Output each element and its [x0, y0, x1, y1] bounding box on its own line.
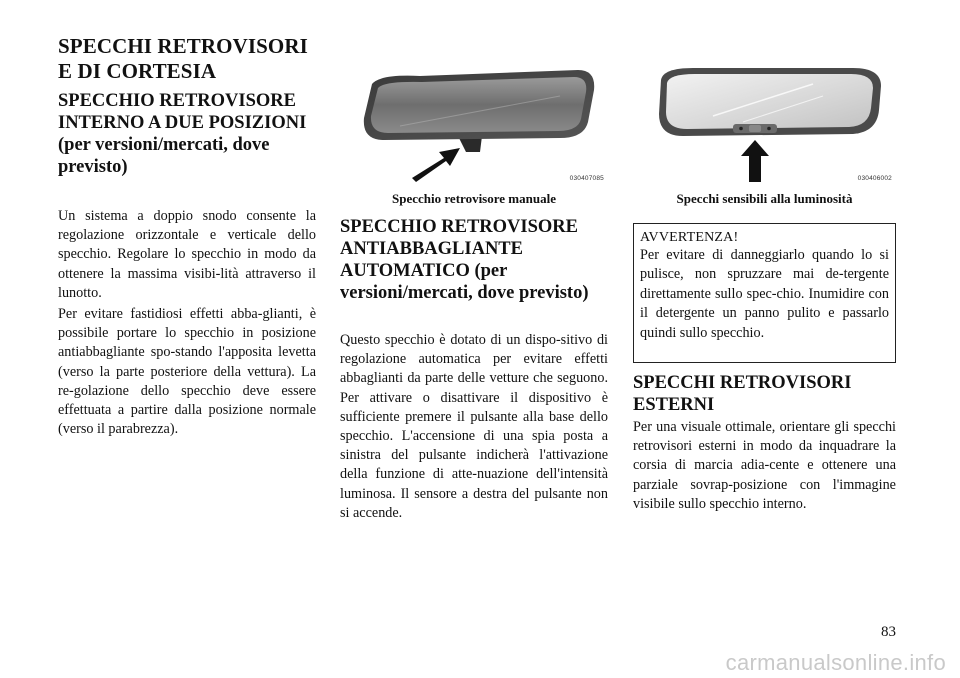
figure-caption-light-sensitive: Specchi sensibili alla luminosità: [676, 191, 853, 206]
figure-code: 030406002: [857, 175, 892, 182]
manual-mirror-illustration: [340, 56, 608, 184]
figure-caption-manual: Specchio retrovisore manuale: [392, 191, 556, 206]
warning-title: AVVERTENZA!: [640, 230, 739, 245]
page-title: SPECCHI RETROVISORI E DI CORTESIA: [58, 34, 308, 83]
paragraph-auto-dimming: Questo specchio è dotato di un dispo-sitivo di regolazione automatica per evitare effetti abbaglianti da parte delle vetture che seguono. Per attivare o disattivare il dispositivo è sufficiente premere il pulsante alla base dello specchio. L'accensione di una spia posta a sinistra del pulsante indicherà l'attivazione della funzione di atte-nuazione dell'intensità luminosa. Il sensore a destra del pulsante non si accende.: [340, 332, 608, 521]
paragraph-interior-mirror-2: Per evitare fastidiosi effetti abba-glianti, è possibile portare lo specchio in posizione antiabbagliante spo-stando l'apposita levetta (verso la parte posteriore della vettura). La re-golazione dello specchio deve essere effettuata a partire dalla posizione normale (verso il parabrezza).: [58, 306, 316, 438]
page-number: 83: [881, 624, 896, 640]
paragraph-interior-mirror-1: Un sistema a doppio snodo consente la regolazione orizzontale e verticale dello specchio. Regolare lo specchio in modo da ottenere la massima visibi-lità attraverso il lunotto.: [58, 208, 316, 301]
figure-code: 030407085: [569, 175, 604, 182]
watermark: carmanualsonline.info: [725, 650, 946, 675]
paragraph-exterior-mirrors: Per una visuale ottimale, orientare gli specchi retrovisori esterni in modo da inquadrare la corsia di marcia adia-cente e ottenere una parziale sovrap-posizione con l'immagine visibile sullo specchio interno.: [633, 419, 896, 512]
auto-dimming-mirror-illustration: [633, 56, 896, 184]
figure-manual-mirror: [340, 56, 608, 184]
figure-auto-dimming-mirror: [633, 56, 896, 184]
section-heading-auto-dimming: SPECCHIO RETROVISORE ANTIABBAGLIANTE AUTOMATICO (per versioni/mercati, dove previsto): [340, 217, 589, 303]
section-heading-exterior-mirrors: SPECCHI RETROVISORI ESTERNI: [633, 373, 852, 415]
section-heading-interior-mirror: SPECCHIO RETROVISORE INTERNO A DUE POSIZIONI (per versioni/mercati, dove previsto): [58, 91, 307, 177]
warning-text: Per evitare di danneggiarlo quando lo si pulisce, non spruzzare mai de-tergente direttamente sullo spec-chio. Inumidire con il detergente un panno pulito e passarlo quindi sullo specchio.: [640, 247, 889, 341]
warning-box: [633, 223, 896, 363]
